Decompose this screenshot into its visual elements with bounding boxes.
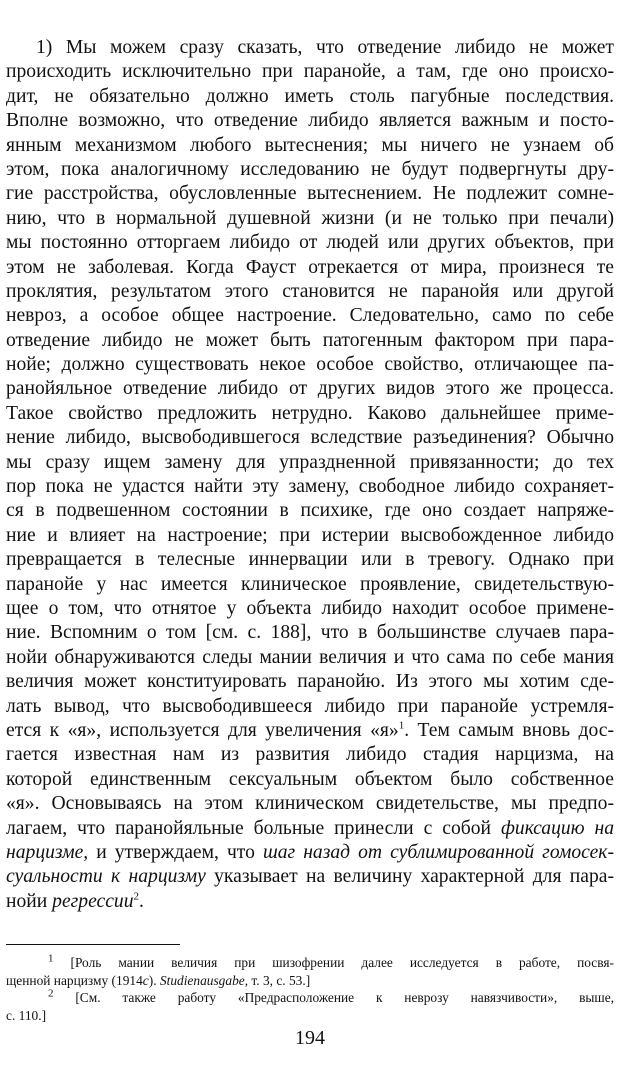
text-line: Такое свойство предложить нетрудно. Каково дальнейшее приме- [6, 402, 614, 424]
text-line: ранойяльное отведение либидо от других видов этого же процесса. [6, 378, 614, 400]
text-line: «я». Основываясь на этом клиническом свидетельстве, мы предпо- [6, 793, 614, 815]
text-line [6, 865, 614, 889]
text-line: ся в подвешенном состоянии в психике, где оно создает напряже- [6, 500, 614, 522]
text-line [6, 817, 614, 841]
text-fragment: . [139, 890, 144, 912]
italic-term: суальности к нарцизму [6, 866, 206, 888]
text-line: щее о том, что отнятое у объекта либидо находит особое примене- [6, 597, 614, 619]
text-line: янным механизмом любого вытеснения; мы ничего не узнаем об [6, 134, 614, 156]
text-line: Вполне возможно, что отведение либидо является важным и посто- [6, 110, 614, 132]
text-line: ние и влияет на настроение; при истерии высвобожденное либидо [6, 524, 614, 546]
footnote-italic: c [142, 972, 149, 988]
footnote-line [6, 954, 614, 972]
text-line: паранойе у нас имеется клиническое проявление, свидетельствую- [6, 573, 614, 595]
text-line: отведение либидо не может быть патогенным фактором при пара- [6, 329, 614, 351]
text-line: нение либидо, высвободившегося вследствие разъединения? Обычно [6, 427, 614, 449]
italic-term: шаг назад от сублимированной гомосек- [262, 841, 614, 863]
footnote-divider [6, 944, 180, 945]
text-line: величия может конституировать паранойю. Из этого мы хотим сде- [6, 671, 614, 693]
text-line: гается известная нам из развития либидо стадия нарцизма, на [6, 744, 614, 766]
page-number: 194 [295, 1027, 325, 1049]
footnote-ref-2[interactable]: 2 [133, 890, 140, 903]
text-line: превращается в телесные иннервации или в тревогу. Однако при [6, 549, 614, 571]
main-text [6, 36, 614, 914]
text-line: происходить исключительно при паранойе, а там, где оно происхо- [6, 61, 614, 83]
text-line: мы сразу ищем замену для упраздненной привязанности; до тех [6, 451, 614, 473]
text-fragment: . Тем самым вновь дос- [404, 719, 614, 741]
italic-term: регрессии [52, 890, 134, 912]
footnote-line [6, 972, 614, 990]
text-line: невроз, а особое общее настроение. Следовательно, само по себе [6, 305, 614, 327]
text-line: проклятия, результатом этого становится не паранойя или другой [6, 280, 614, 302]
text-line: гие расстройства, обусловленные вытеснением. Не подлежит сомне- [6, 183, 614, 205]
text-line: этом не заболевая. Когда Фауст отрекается от мира, произнеся те [6, 256, 614, 278]
footnote-text: [См. также работу «Предрасположение к неврозу навязчивости», выше, [75, 990, 614, 1005]
text-line: дит, не обязательно должно иметь столь пагубные последствия. [6, 85, 614, 107]
footnote-ref-1[interactable]: 1 [398, 719, 405, 732]
text-line: лать вывод, что высвободившееся либидо при паранойе устремля- [6, 695, 614, 717]
footnote-italic: Studienausgabe [159, 972, 245, 988]
text-line [6, 719, 614, 743]
text-line [6, 890, 614, 914]
footnote-text: щенной нарцизму (1914 [6, 972, 143, 988]
text-line: мы постоянно отторгаем либидо от людей или других объектов, при [6, 232, 614, 254]
text-line: которой единственным сексуальным объектом было собственное [6, 768, 614, 790]
footnote-marker: 2 [48, 989, 54, 1000]
footnote-marker: 1 [48, 954, 54, 965]
footnote-2 [6, 989, 614, 1024]
text-fragment: нойи [6, 890, 53, 912]
footnote-text: , т. 3, с. 53.] [244, 972, 311, 988]
footnote-text: ). [148, 972, 160, 988]
italic-term: нарцизме, [6, 841, 89, 863]
footnote-line: с. 110.] [6, 1007, 47, 1023]
footnote-text: [Роль мании величия при шизофрении далее исследуется в работе, посвя- [70, 955, 614, 970]
text-line: нойи обнаруживаются следы мании величия и что сама по себе мания [6, 646, 614, 668]
text-line [6, 841, 614, 865]
italic-term: фиксацию на [500, 817, 614, 839]
text-fragment: указывает на величину характерной для пара- [205, 866, 614, 888]
text-line: ние. Вспомним о том [см. с. 188], что в большинстве случаев пара- [6, 622, 614, 644]
text-line: этом, пока аналогичному исследованию не будут подвергнуты дру- [6, 158, 614, 180]
text-fragment: и утверждаем, что [88, 841, 263, 863]
text-line: пор пока не удастся найти эту замену, свободное либидо сохраняет- [6, 476, 614, 498]
text-fragment: лагаем, что паранойяльные больные принесли с собой [6, 817, 501, 839]
footnote-1 [6, 954, 614, 989]
text-fragment: ется к «я», используется для увеличения «я» [6, 719, 399, 741]
text-line: 1) Мы можем сразу сказать, что отведение либидо не может [36, 37, 614, 58]
text-line: нию, что в нормальной душевной жизни (и не только при печали) [6, 207, 614, 229]
text-line: нойе; должно существовать некое особое свойство, отличающее па- [6, 354, 614, 376]
footnote-line [6, 989, 614, 1007]
